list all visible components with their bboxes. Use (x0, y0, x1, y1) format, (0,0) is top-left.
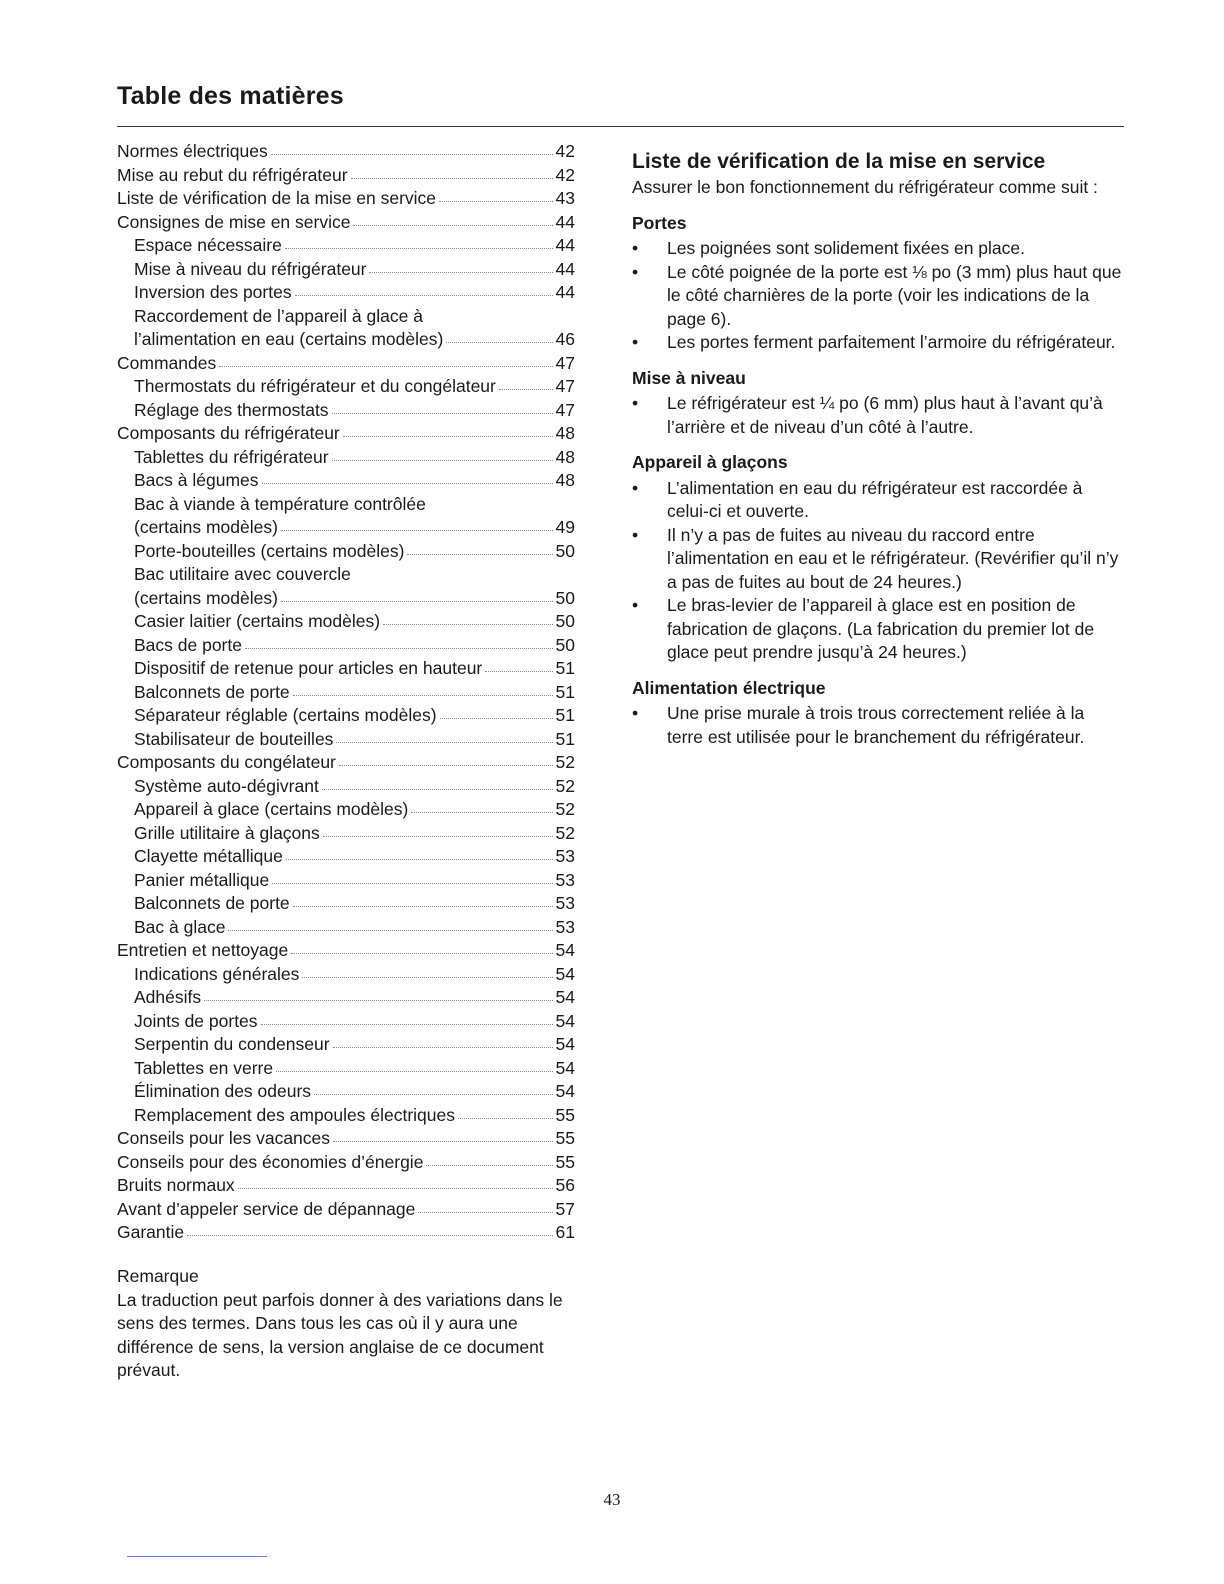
toc-leader-dots (314, 1092, 552, 1095)
toc-entry[interactable] (117, 211, 575, 235)
toc-entry-label: Serpentin du condenseur (134, 1034, 330, 1054)
toc-leader-dots (285, 246, 553, 249)
toc-entry-label: Normes électriques (117, 141, 268, 161)
toc-entry-label: Réglage des thermostats (134, 399, 329, 420)
toc-entry-label: Bacs à légumes (134, 470, 259, 490)
toc-entry[interactable] (117, 516, 575, 540)
toc-entry[interactable] (117, 1057, 575, 1081)
toc-entry-page: 53 (555, 846, 575, 866)
toc-entry[interactable] (117, 375, 575, 399)
toc-entry-page: 50 (555, 540, 575, 561)
toc-entry-page: 51 (555, 728, 575, 749)
remark-heading: Remarque (117, 1266, 199, 1286)
toc-entry-page: 52 (555, 799, 575, 819)
toc-entry[interactable] (117, 1151, 575, 1175)
checklist-subheading: Mise à niveau (632, 367, 746, 388)
toc-entry-page: 51 (555, 658, 575, 678)
checklist-subheading: Alimentation électrique (632, 677, 826, 698)
toc-entry-page: 54 (555, 940, 575, 960)
toc-entry-page: 47 (555, 399, 575, 420)
toc-entry-label: Liste de vérification de la mise en service (117, 188, 437, 208)
toc-leader-dots (440, 716, 553, 719)
checklist-item: • L’alimentation en eau du réfrigérateur est raccordée à celui-ci et ouverte. (632, 477, 1122, 524)
toc-leader-dots (272, 881, 552, 884)
toc-entry-label: Stabilisateur de bouteilles (134, 728, 334, 749)
checklist-subheading: Appareil à glaçons (632, 452, 788, 472)
table-of-contents (117, 140, 575, 1245)
title-divider (117, 126, 1124, 127)
toc-entry-label: Conseils pour des économies d’énergie (117, 1151, 424, 1172)
toc-entry-label: Grille utilitaire à glaçons (134, 822, 320, 843)
toc-leader-dots (407, 552, 552, 555)
toc-leader-dots (458, 1116, 553, 1119)
toc-leader-dots (245, 646, 553, 649)
checklist-item: • Une prise murale à trois trous correctement reliée à la terre est utilisée pour le branchement du réfrigérateur. (632, 702, 1122, 749)
toc-entry-label: Avant d’appeler service de dépannage (117, 1198, 416, 1219)
toc-entry-label: Commandes (117, 352, 217, 373)
toc-entry-label: Consignes de mise en service (117, 211, 351, 232)
toc-entry-page: 44 (555, 211, 575, 232)
toc-entry-label: Garantie (117, 1222, 185, 1242)
toc-entry[interactable] (117, 963, 575, 987)
toc-entry[interactable] (117, 892, 575, 916)
toc-leader-dots (499, 387, 553, 390)
toc-entry[interactable] (117, 234, 575, 258)
toc-entry-label: Tablettes du réfrigérateur (134, 446, 329, 467)
toc-entry-page: 50 (555, 611, 575, 631)
footer-line (127, 1556, 267, 1557)
toc-leader-dots (323, 834, 553, 837)
toc-entry-label: Remplacement des ampoules électriques (134, 1104, 455, 1125)
toc-entry-label: Inversion des portes (134, 282, 292, 302)
toc-entry-page: 55 (555, 1151, 575, 1172)
checklist-item: • Le bras-levier de l’appareil à glace est en position de fabrication de glaçons. (La fabrication du premier lot de glace peut prendre jusqu’à 24 heures.) (632, 594, 1122, 665)
toc-entry-page: 48 (555, 423, 575, 443)
toc-leader-dots (339, 763, 553, 766)
toc-entry-page: 48 (555, 446, 575, 467)
toc-entry-label: Composants du congélateur (117, 752, 336, 772)
toc-entry-label: Conseils pour les vacances (117, 1128, 331, 1148)
toc-leader-dots (187, 1233, 552, 1236)
toc-entry[interactable] (117, 1033, 575, 1057)
toc-entry-label: Clayette métallique (134, 846, 283, 866)
toc-entry[interactable] (117, 281, 575, 305)
toc-entry-label: Joints de portes (134, 1010, 258, 1031)
toc-leader-dots (276, 1069, 552, 1072)
toc-entry-label-line: Raccordement de l’appareil à glace à (134, 305, 423, 326)
toc-entry-page: 52 (555, 752, 575, 772)
toc-entry-page: 56 (555, 1175, 575, 1195)
page-number: 43 (603, 1490, 621, 1509)
checklist-title: Liste de vérification de la mise en service (632, 150, 1046, 173)
toc-leader-dots (446, 340, 552, 343)
toc-leader-dots (219, 364, 552, 367)
toc-entry-label: (certains modèles) (134, 517, 278, 537)
remark-body: La traduction peut parfois donner à des variations dans le sens des termes. Dans tous les cas où il y aura une différence de sens, la version anglaise de ce document prévaut. (117, 1289, 563, 1380)
toc-entry-page: 46 (555, 329, 575, 349)
toc-entry[interactable] (117, 845, 575, 869)
toc-entry-page: 53 (555, 893, 575, 913)
toc-entry-label: Mise à niveau du réfrigérateur (134, 258, 367, 279)
toc-entry-label: Bacs de porte (134, 634, 242, 655)
toc-entry[interactable] (117, 681, 575, 705)
toc-entry[interactable] (117, 986, 575, 1010)
toc-leader-dots (411, 810, 552, 813)
toc-entry-page: 54 (555, 963, 575, 984)
toc-entry[interactable] (117, 140, 575, 164)
toc-entry[interactable] (117, 446, 575, 470)
toc-entry-label: l’alimentation en eau (certains modèles) (134, 329, 444, 349)
toc-leader-dots (262, 481, 553, 484)
toc-leader-dots (333, 1139, 553, 1142)
toc-leader-dots (369, 270, 552, 273)
toc-entry[interactable] (117, 352, 575, 376)
toc-entry[interactable] (117, 751, 575, 775)
toc-entry-label: Balconnets de porte (134, 681, 290, 702)
toc-entry-label: Élimination des odeurs (134, 1081, 312, 1101)
toc-entry-label: Composants du réfrigérateur (117, 423, 340, 443)
toc-entry-label: Bruits normaux (117, 1175, 235, 1195)
toc-entry-label: Appareil à glace (certains modèles) (134, 799, 409, 819)
toc-entry-page: 51 (555, 705, 575, 725)
remark-block (117, 1265, 597, 1383)
toc-entry-page: 44 (555, 282, 575, 302)
toc-entry-page: 54 (555, 1057, 575, 1078)
toc-leader-dots (418, 1210, 552, 1213)
toc-leader-dots (295, 293, 553, 296)
toc-entry[interactable] (117, 1174, 575, 1198)
toc-entry[interactable] (117, 328, 575, 352)
toc-leader-dots (383, 622, 552, 625)
toc-leader-dots (293, 904, 553, 907)
toc-entry-page: 51 (555, 681, 575, 702)
checklist-list (632, 392, 1122, 439)
checklist-item: • Les poignées sont solidement fixées en place. (632, 237, 1122, 261)
toc-entry[interactable] (117, 1198, 575, 1222)
toc-entry-label: Dispositif de retenue pour articles en hauteur (134, 658, 483, 678)
toc-entry-page: 50 (555, 634, 575, 655)
toc-entry-page: 61 (555, 1222, 575, 1242)
toc-leader-dots (286, 857, 553, 860)
toc-entry-label: Bac à glace (134, 916, 226, 937)
toc-entry-label: Thermostats du réfrigérateur et du congélateur (134, 376, 496, 396)
toc-entry-page: 44 (555, 235, 575, 255)
toc-entry-label: Casier laitier (certains modèles) (134, 611, 381, 631)
toc-entry[interactable] (117, 704, 575, 728)
toc-leader-dots (439, 199, 552, 202)
toc-entry[interactable] (117, 1010, 575, 1034)
toc-entry-label: Balconnets de porte (134, 893, 290, 913)
toc-entry-page: 43 (555, 188, 575, 208)
toc-entry[interactable] (117, 939, 575, 963)
page-title: Table des matières (117, 82, 344, 110)
toc-leader-dots (343, 434, 553, 437)
toc-entry-page: 55 (555, 1104, 575, 1125)
toc-leader-dots (228, 928, 552, 931)
toc-leader-dots (302, 975, 552, 978)
toc-entry[interactable] (117, 1080, 575, 1104)
checklist-subheading: Portes (632, 212, 687, 233)
toc-entry[interactable] (117, 540, 575, 564)
toc-entry-page: 47 (555, 376, 575, 396)
toc-entry-label: Indications générales (134, 963, 300, 984)
toc-leader-dots (281, 599, 553, 602)
toc-entry-label: Séparateur réglable (certains modèles) (134, 705, 437, 725)
toc-entry[interactable] (117, 1127, 575, 1151)
toc-entry-page: 54 (555, 987, 575, 1007)
toc-entry[interactable] (117, 798, 575, 822)
toc-entry-label: Mise au rebut du réfrigérateur (117, 164, 348, 185)
toc-leader-dots (336, 740, 552, 743)
toc-leader-dots (333, 1045, 553, 1048)
toc-leader-dots (281, 528, 553, 531)
toc-entry-page: 57 (555, 1198, 575, 1219)
toc-entry-label: Système auto-dégivrant (134, 775, 319, 796)
checklist-list (632, 237, 1122, 355)
toc-leader-dots (353, 223, 552, 226)
toc-entry-page: 42 (555, 164, 575, 185)
toc-entry[interactable] (117, 634, 575, 658)
toc-leader-dots (238, 1186, 553, 1189)
toc-entry[interactable] (117, 187, 575, 211)
toc-leader-dots (322, 787, 553, 790)
toc-entry[interactable] (117, 869, 575, 893)
toc-entry[interactable] (117, 587, 575, 611)
checklist-item: • Le côté poignée de la porte est ⅛ po (3 mm) plus haut que le côté charnières de la porte (voir les indications de la page 6). (632, 261, 1122, 332)
toc-entry-label: Espace nécessaire (134, 235, 282, 255)
toc-entry-label: Adhésifs (134, 987, 202, 1007)
toc-entry-page: 49 (555, 517, 575, 537)
toc-entry[interactable] (117, 399, 575, 423)
toc-entry[interactable] (117, 469, 575, 493)
toc-entry[interactable] (117, 822, 575, 846)
toc-entry-page: 52 (555, 822, 575, 843)
toc-entry-page: 54 (555, 1081, 575, 1101)
toc-leader-dots (261, 1022, 553, 1025)
toc-entry-page: 54 (555, 1010, 575, 1031)
toc-leader-dots (293, 693, 553, 696)
checklist-item: • Les portes ferment parfaitement l’armoire du réfrigérateur. (632, 331, 1122, 355)
toc-leader-dots (332, 458, 553, 461)
checklist-list (632, 702, 1122, 749)
toc-leader-dots (291, 951, 552, 954)
toc-entry-page: 42 (555, 141, 575, 161)
toc-entry[interactable] (117, 258, 575, 282)
toc-entry[interactable] (117, 657, 575, 681)
checklist-item: • Le réfrigérateur est ¼ po (6 mm) plus haut à l’avant qu’à l’arrière et de niveau d’un côté à l’autre. (632, 392, 1122, 439)
toc-entry-page: 50 (555, 587, 575, 608)
toc-entry-page: 52 (555, 775, 575, 796)
toc-entry[interactable] (117, 164, 575, 188)
checklist-intro: Assurer le bon fonctionnement du réfrigérateur comme suit : (632, 177, 1098, 197)
toc-entry-label-line: Bac à viande à température contrôlée (134, 493, 426, 514)
toc-entry-label-line: Bac utilitaire avec couvercle (134, 564, 351, 584)
toc-entry[interactable] (117, 610, 575, 634)
toc-entry-page: 55 (555, 1128, 575, 1148)
toc-entry-page: 48 (555, 470, 575, 490)
toc-leader-dots (351, 176, 553, 179)
toc-entry[interactable] (117, 1104, 575, 1128)
toc-entry-page: 53 (555, 916, 575, 937)
toc-entry[interactable] (117, 1221, 575, 1245)
toc-entry[interactable] (117, 728, 575, 752)
checklist-item: • Il n’y a pas de fuites au niveau du raccord entre l’alimentation en eau et le réfrigérateur. (Revérifier qu’il n’y a pas de fuites au bout de 24 heures.) (632, 524, 1122, 595)
toc-entry-page: 47 (555, 352, 575, 373)
toc-leader-dots (271, 152, 553, 155)
toc-entry[interactable] (117, 916, 575, 940)
toc-entry-label: (certains modèles) (134, 587, 278, 608)
toc-entry-label: Porte-bouteilles (certains modèles) (134, 540, 405, 561)
toc-entry-page: 53 (555, 869, 575, 890)
toc-entry-label: Panier métallique (134, 869, 270, 890)
toc-leader-dots (332, 411, 553, 414)
toc-entry[interactable] (117, 422, 575, 446)
checklist-list (632, 477, 1122, 665)
toc-entry-label: Tablettes en verre (134, 1057, 274, 1078)
checklist-section (632, 148, 1122, 749)
toc-entry[interactable] (117, 775, 575, 799)
toc-entry-page: 54 (555, 1034, 575, 1054)
toc-leader-dots (204, 998, 552, 1001)
toc-entry-label: Entretien et nettoyage (117, 940, 289, 960)
toc-entry-page: 44 (555, 258, 575, 279)
toc-leader-dots (485, 669, 552, 672)
toc-leader-dots (426, 1163, 552, 1166)
